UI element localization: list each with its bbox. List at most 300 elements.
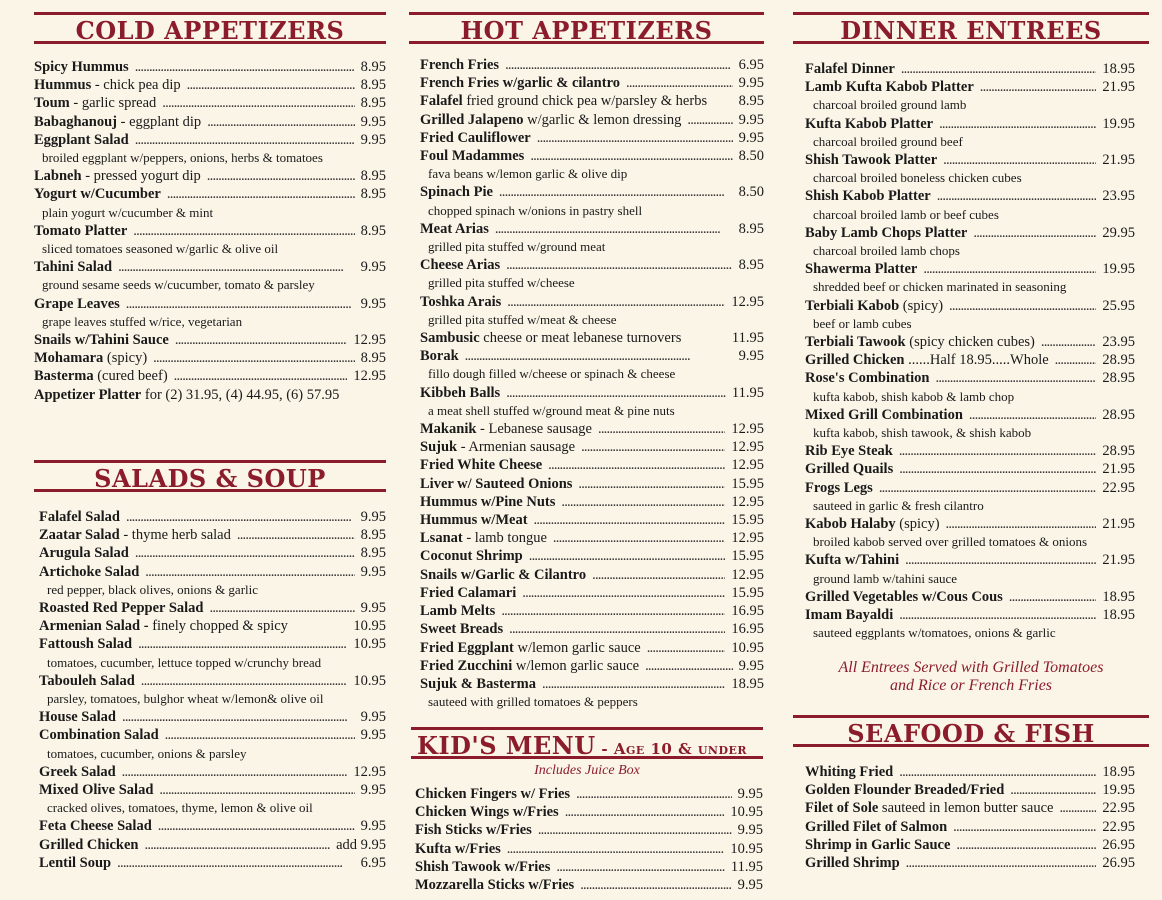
menu-item-name [420,92,707,110]
menu-item [420,620,764,638]
menu-item [420,675,764,711]
dish-price: 9.95 [360,600,386,617]
dish-price: 8.95 [360,545,386,562]
menu-item-name [34,131,129,149]
menu-item-row [34,76,386,94]
menu-item-row [420,639,764,657]
dish-price: 9.95 [737,822,763,839]
menu-item-name [420,511,528,529]
menu-item-row [34,185,386,203]
menu-item-row [34,258,386,276]
menu-item-row [34,295,386,313]
dish-price: 21.95 [1102,79,1135,96]
dot-leader [953,818,1096,836]
menu-item-name [420,639,641,657]
dish-description: kufta kabob, shish tawook, & shish kabob [813,425,1032,441]
dot-leader [905,551,1096,569]
dish-price: 8.95 [360,222,386,239]
menu-item-name [805,333,1035,351]
section-title: SALADS & SOUP [94,464,326,493]
entrees-note-line2: and Rice or French Fries [889,676,1053,694]
menu-item [805,479,1135,515]
menu-item-name [805,551,899,569]
dish-name: Mixed Olive Salad [39,782,154,799]
dish-price: 9.95 [738,348,764,365]
dish-name: Coconut Shrimp [420,548,523,565]
menu-item-name [420,420,592,438]
menu-item [420,639,764,657]
menu-item-row [39,526,386,544]
dish-name: Yogurt w/Cucumber [34,186,161,203]
menu-item [420,456,764,474]
menu-item-row [420,111,764,129]
menu-item-name [420,456,542,474]
menu-item [34,367,386,385]
dot-leader [495,220,733,238]
menu-item-name [420,547,523,565]
menu-item-row [420,129,764,147]
menu-item-name [34,331,169,349]
menu-item-row [34,349,386,367]
menu-item [39,599,386,617]
menu-item-name [420,620,503,638]
dish-name: Artichoke Salad [39,563,140,580]
menu-item-name [34,258,112,276]
dish-name: Kabob Halaby [805,516,896,533]
dish-name: Grape Leaves [34,295,120,312]
menu-item [805,151,1135,187]
dish-name: Golden Flounder Breaded/Fried [805,782,1005,799]
section-header [411,727,763,759]
section-title: DINNER ENTREES [840,16,1102,45]
menu-item-name [805,297,943,315]
menu-item-row [420,493,764,511]
dish-description: red pepper, black olives, onions & garlic [47,581,259,597]
dot-leader [117,854,355,872]
dot-leader [145,836,331,854]
menu-item-row [39,854,386,872]
menu-item [420,547,764,565]
dish-name: Armenian Salad - [39,618,149,635]
dish-price: 21.95 [1102,516,1135,533]
dish-name: Fried Cauliflower [420,129,531,146]
menu-item [415,803,763,821]
menu-item-name [805,781,1004,799]
dish-description: tomatoes, cucumber, onions & parsley [47,745,247,761]
menu-item-name [415,858,550,876]
menu-item [39,836,386,854]
menu-item [805,442,1135,460]
dish-inline-description: ......Half 18.95.....Whole [904,352,1049,369]
dish-price: 15.95 [731,548,764,565]
dinner-entrees-section [793,12,1149,695]
menu-item [420,420,764,438]
dish-price: 26.95 [1102,855,1135,872]
dot-leader [946,515,1097,533]
menu-item-name [420,584,516,602]
menu-item [805,836,1135,854]
menu-item-row [805,606,1135,624]
menu-item-name [34,185,161,203]
dish-price: 26.95 [1102,836,1135,853]
dish-price: 12.95 [731,457,764,474]
dot-leader [645,657,733,675]
menu-item [415,858,763,876]
menu-item [805,187,1135,223]
dot-leader [509,620,725,638]
dish-name: Snails w/Tahini Sauce [34,332,169,349]
entrees-served-note [793,659,1149,695]
dish-inline-description: w/lemon garlic sauce [513,639,641,656]
menu-item-row [805,588,1135,606]
menu-item-row [420,456,764,474]
dish-name: Toum [34,95,70,112]
dot-leader [899,606,1096,624]
menu-item-row [415,821,763,839]
menu-item-row [420,183,764,201]
menu-item-name [420,493,555,511]
dish-description: grilled pita stuffed w/ground meat [428,239,606,255]
menu-item-row [34,113,386,131]
dish-price: 9.95 [738,111,764,128]
menu-item-row [805,369,1135,387]
dish-name: Makanik [420,421,477,438]
dot-leader [1010,781,1096,799]
dish-price: 8.95 [360,350,386,367]
menu-item-name [34,167,201,185]
menu-item-row [420,566,764,584]
dot-leader [138,635,347,653]
menu-item-row [34,386,386,404]
dot-leader [956,836,1096,854]
dish-price: 18.95 [1102,764,1135,780]
dish-price: 19.95 [1102,782,1135,799]
dish-description: fava beans w/lemon garlic & olive dip [428,166,628,182]
dish-name: Grilled Filet of Salmon [805,818,948,835]
menu-item-row [420,657,764,675]
dish-name: Rib Eye Steak [805,443,893,460]
menu-item-row [420,475,764,493]
menu-item [39,508,386,526]
menu-item-row [805,515,1135,533]
dot-leader [534,511,726,529]
menu-item [420,256,764,292]
menu-item-name [805,78,974,96]
menu-item [420,329,764,347]
menu-list [409,56,764,711]
dish-name: Tomato Platter [34,222,128,239]
menu-item [39,708,386,726]
dot-leader [506,256,732,274]
dish-name: Tabouleh Salad [39,672,135,689]
menu-item-name [420,256,500,274]
dot-leader [529,547,726,565]
menu-item-row [805,763,1135,781]
menu-item-row [420,92,764,110]
dish-description: ground sesame seeds w/cucumber, tomato & parsley [42,277,315,293]
dish-description: charcoal broiled lamb chops [813,243,960,259]
dish-name: House Salad [39,709,116,726]
dish-name: Fattoush Salad [39,636,133,653]
menu-item-name [415,803,559,821]
dish-price: 6.95 [738,57,764,73]
menu-item-row [805,551,1135,569]
dish-name: Spinach Pie [420,184,493,201]
menu-item-name [420,657,639,675]
dish-name: Cheese Arias [420,257,501,274]
dish-name: Greek Salad [39,763,116,780]
menu-item-name [420,129,531,147]
menu-item-name [34,367,168,385]
menu-item-name [39,544,129,562]
menu-item [39,854,386,872]
menu-list [793,763,1149,872]
menu-item [39,526,386,544]
dish-name: Falafel Salad [39,509,120,525]
dish-inline-description: - pressed yogurt dip [81,168,201,185]
menu-item-row [420,147,764,165]
dish-name: Chicken Wings w/Fries [415,804,559,821]
section-header [793,12,1149,44]
menu-item-name [39,817,152,835]
menu-item [805,333,1135,351]
menu-item [420,56,764,74]
menu-item-name [39,635,132,653]
dish-price: 23.95 [1102,334,1135,351]
menu-item-name [805,799,1053,817]
menu-item-row [34,94,386,112]
dish-name: Babaghanouj [34,113,118,130]
menu-item-name [39,854,111,872]
dot-leader [133,222,354,240]
menu-item-row [805,799,1135,817]
menu-list [793,60,1149,643]
dot-leader [538,821,732,839]
dish-name: Chicken Fingers w/ Fries [415,786,571,802]
dish-price: 8.95 [738,220,764,237]
dish-price: 11.95 [731,330,764,347]
dish-name: Grilled Chicken [39,836,139,853]
dish-name: Shish Tawook w/Fries [415,858,551,875]
dish-description: charcoal broiled ground beef [813,133,963,149]
dish-price: 12.95 [731,493,764,510]
dot-leader [576,785,732,803]
menu-item [805,460,1135,478]
dish-description: kufta kabob, shish kabob & lamb chop [813,388,1015,404]
dot-leader [165,726,355,744]
dot-leader [542,675,725,693]
dish-price: 25.95 [1102,297,1135,314]
dish-name: Lentil Soup [39,854,112,871]
dish-price: 21.95 [1102,461,1135,478]
menu-item-name [805,351,1049,369]
menu-item [805,781,1135,799]
menu-item [34,167,386,185]
dot-leader [901,60,1097,78]
menu-item-name [420,347,459,365]
dish-name: Kibbeh Balls [420,384,501,401]
menu-item [420,493,764,511]
menu-item-row [805,115,1135,133]
dish-price: 12.95 [731,293,764,310]
menu-item-name [34,113,201,131]
dish-price: 15.95 [731,475,764,492]
menu-item [805,515,1135,551]
dot-leader [935,369,1096,387]
dot-leader [167,185,355,203]
dish-price: 8.95 [360,186,386,203]
menu-item [415,821,763,839]
menu-item-name [805,818,947,836]
menu-item [39,781,386,817]
dish-name: Sweet Breads [420,621,504,638]
menu-item-name [39,526,231,544]
dish-price: 8.50 [738,148,764,165]
dish-price: 9.95 [737,786,763,802]
seafood-fish-section [793,715,1149,872]
dot-leader [923,260,1096,278]
dish-name: Mozzarella Sticks w/Fries [415,877,575,894]
dot-leader [969,406,1096,424]
dish-name: Feta Cheese Salad [39,818,152,835]
menu-item-name [39,563,139,581]
menu-item-name [39,672,135,690]
dot-leader [499,183,733,201]
dot-leader [135,131,355,149]
dot-leader [548,456,725,474]
dish-price: 8.95 [360,168,386,185]
menu-item-name [420,438,575,456]
dot-leader [207,113,354,131]
menu-item-row [420,329,764,347]
dish-inline-description: - chick pea dip [91,77,181,94]
menu-item-name [34,222,127,240]
dish-name: Meat Arias [420,220,489,237]
menu-item-row [39,836,386,854]
menu-item-row [805,187,1135,205]
dish-description: ground lamb w/tahini sauce [813,570,958,586]
dish-price: 28.95 [1102,443,1135,460]
dish-name: Rose's Combination [805,370,930,387]
dot-leader [174,367,348,385]
dot-leader [899,460,1096,478]
menu-item [420,129,764,147]
dish-price: 12.95 [731,421,764,438]
juice-box-note: Includes Juice Box [534,763,640,778]
dish-price: 16.95 [731,603,764,620]
menu-item [805,606,1135,642]
dish-description: cracked olives, tomatoes, thyme, lemon & olive oil [47,800,313,816]
dish-name: Mohamara [34,350,104,367]
dish-name: Liver w/ Sauteed Onions [420,475,573,492]
dish-description: grape leaves stuffed w/rice, vegetarian [42,313,243,329]
dish-name: Basterma [34,368,94,385]
dot-leader [565,803,725,821]
dish-name: French Fries w/garlic & cilantro [420,75,620,92]
dish-name: Sujuk [420,439,458,456]
dish-price: 6.95 [360,854,386,871]
dish-description: plain yogurt w/cucumber & mint [42,204,214,220]
dot-leader [505,56,733,74]
dot-leader [506,384,726,402]
menu-item-row [805,442,1135,460]
menu-list [34,58,386,404]
dish-description: broiled kabob served over grilled tomatoes & onions [813,534,1088,550]
dot-leader [141,672,348,690]
dot-leader [501,602,725,620]
dish-name: Shawerma Platter [805,261,918,278]
dish-name: Hummus w/Meat [420,512,528,529]
dish-inline-description: - eggplant dip [117,113,202,130]
menu-item [34,76,386,94]
menu-item-row [39,817,386,835]
dish-name: Grilled Vegetables w/Cous Cous [805,588,1003,605]
dish-price: 9.95 [360,709,386,726]
dish-price: 12.95 [731,530,764,547]
menu-item-row [415,858,763,876]
dish-price: 8.95 [738,93,764,110]
dish-name: Labneh [34,168,82,185]
dish-price: 9.95 [738,75,764,92]
menu-item [39,635,386,671]
dish-name: Grilled Shrimp [805,855,900,872]
menu-item-row [805,333,1135,351]
dish-inline-description: (spicy) [895,516,940,533]
menu-item-name [805,515,940,533]
dish-price: 8.95 [360,95,386,112]
menu-item-row [415,876,763,894]
dot-leader [906,854,1097,872]
menu-item [420,111,764,129]
dish-price: 9.95 [360,131,386,148]
menu-item-row [805,818,1135,836]
menu-item [805,588,1135,606]
dish-price: 9.95 [360,113,386,130]
dot-leader [1041,333,1097,351]
menu-item [805,351,1135,369]
dish-price: 8.95 [360,527,386,544]
dish-price: 8.95 [738,257,764,274]
menu-item [420,657,764,675]
dot-leader [145,563,354,581]
dot-leader [879,479,1097,497]
menu-item [805,818,1135,836]
menu-item [420,566,764,584]
menu-item [34,113,386,131]
menu-item [34,258,386,294]
menu-item [420,529,764,547]
dish-name: Eggplant Salad [34,131,129,148]
menu-item [34,331,386,349]
dot-leader [647,639,726,657]
menu-item-row [420,620,764,638]
dish-name: Borak [420,348,459,365]
dish-name: Frogs Legs [805,479,873,496]
menu-item-name [805,260,917,278]
section-subtitle: - Age 10 & under [595,740,748,758]
menu-item-row [39,708,386,726]
menu-item-name [39,708,116,726]
dot-leader [135,544,355,562]
dot-leader [973,224,1096,242]
menu-item-row [805,836,1135,854]
dish-description: beef or lamb cubes [813,315,912,331]
dish-name: Kufta w/Tahini [805,552,900,569]
dot-leader [1009,588,1097,606]
menu-item-row [34,331,386,349]
dish-price: 10.95 [730,804,763,821]
dish-name: Foul Madammes [420,148,525,165]
